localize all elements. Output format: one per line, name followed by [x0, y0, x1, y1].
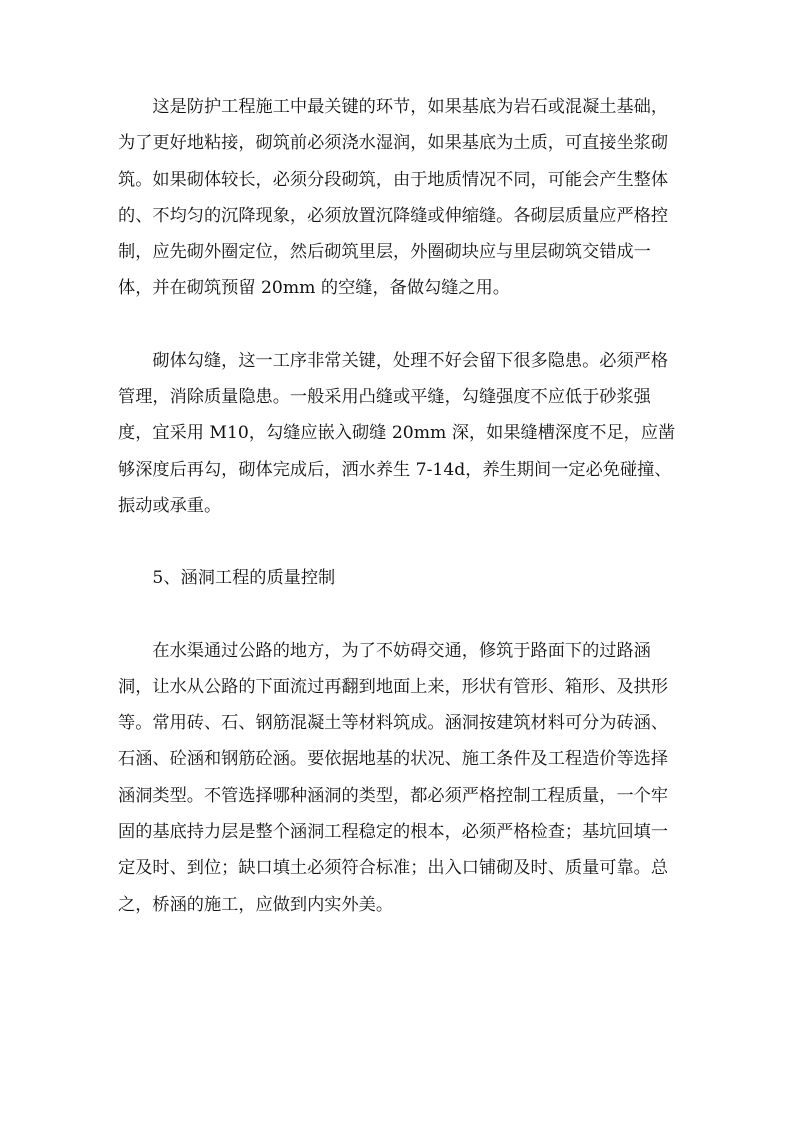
- paragraph-joint-pointing: 砌体勾缝，这一工序非常关键，处理不好会留下很多隐患。必须严格管理，消除质量隐患。一般采用凸缝或平缝，勾缝强度不应低于砂浆强度，宜采用 M10，勾缝应嵌入砌缝 20mm 深，如果缝槽深度不足，应凿够深度后再勾，砌体完成后，洒水养生 7-14d，养生期间一定必免碰撞、振动或承重。: [118, 350, 676, 516]
- document-body: [118, 89, 678, 923]
- paragraph-masonry-construction: 这是防护工程施工中最关键的环节，如果基底为岩石或混凝土基础，为了更好地粘接，砌筑前必须浇水湿润，如果基底为土质，可直接坐浆砌筑。如果砌体较长，必须分段砌筑，由于地质情况不同，可能会产生整体的、不均匀的沉降现象，必须放置沉降缝或伸缩缝。各砌层质量应严格控制，应先砌外圈定位，然后砌筑里层，外圈砌块应与里层砌筑交错成一体，并在砌筑预留 20mm 的空缝，备做勾缝之用。: [118, 97, 669, 299]
- section-heading-culvert-quality-control: 5、涵洞工程的质量控制: [152, 568, 336, 589]
- paragraph-culvert-description: 在水渠通过公路的地方，为了不妨碍交通，修筑于路面下的过路涵洞，让水从公路的下面流过再翻到地面上来，形状有管形、箱形、及拱形等。常用砖、石、钢筋混凝土等材料筑成。涵洞按建筑材料可分为砖涵、石涵、砼涵和钢筋砼涵。要依据地基的状况、施工条件及工程造价等选择涵洞类型。不管选择哪种涵洞的类型，都必须严格控制工程质量，一个牢固的基底持力层是整个涵洞工程稳定的根本，必须严格检查；基坑回填一定及时、到位；缺口填土必须符合标准；出入口铺砌及时、质量可靠。总之，桥涵的施工，应做到内实外美。: [118, 640, 669, 915]
